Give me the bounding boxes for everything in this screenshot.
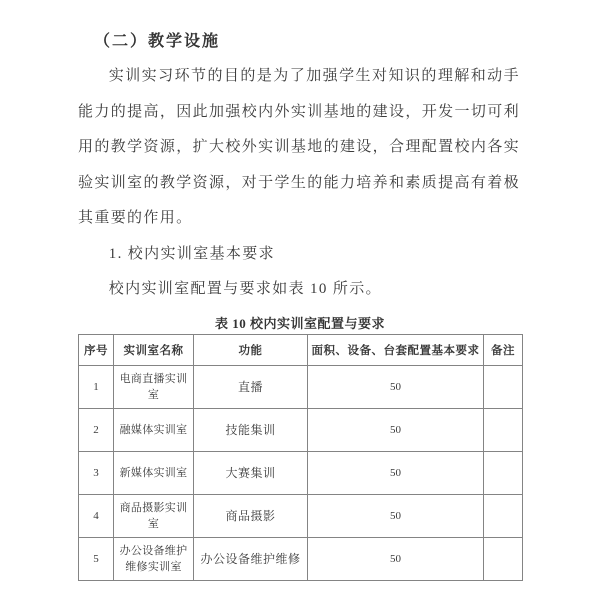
cell-name: 商品摄影实训室 <box>114 494 194 537</box>
cell-function: 直播 <box>194 365 308 408</box>
cell-name: 新媒体实训室 <box>114 451 194 494</box>
cell-note <box>484 537 523 580</box>
cell-name: 电商直播实训室 <box>114 365 194 408</box>
cell-note <box>484 451 523 494</box>
table-row <box>79 365 523 408</box>
cell-requirement: 50 <box>308 365 484 408</box>
cell-no: 3 <box>79 451 114 494</box>
section-heading: （二）教学设施 <box>94 33 221 50</box>
cell-no: 4 <box>79 494 114 537</box>
cell-no: 1 <box>79 365 114 408</box>
cell-no: 5 <box>79 537 114 580</box>
cell-no: 2 <box>79 408 114 451</box>
cell-requirement: 50 <box>308 451 484 494</box>
training-room-table <box>78 334 523 581</box>
header-no: 序号 <box>79 334 114 365</box>
subsection-heading: 1. 校内实训室基本要求 <box>108 245 275 262</box>
header-name: 实训室名称 <box>114 334 194 365</box>
header-function: 功能 <box>194 334 308 365</box>
cell-function: 商品摄影 <box>194 494 308 537</box>
table-row <box>79 494 523 537</box>
cell-function: 办公设备维护维修 <box>194 537 308 580</box>
table-header-row <box>79 334 523 365</box>
cell-note <box>484 408 523 451</box>
cell-requirement: 50 <box>308 408 484 451</box>
header-note: 备注 <box>484 334 523 365</box>
table-row <box>79 537 523 580</box>
table-caption: 表 10 校内实训室配置与要求 <box>214 315 385 331</box>
cell-function: 技能集训 <box>194 408 308 451</box>
cell-note <box>484 494 523 537</box>
table-row <box>79 408 523 451</box>
cell-note <box>484 365 523 408</box>
cell-requirement: 50 <box>308 494 484 537</box>
cell-name: 融媒体实训室 <box>114 408 194 451</box>
table-intro-line: 校内实训室配置与要求如表 10 所示。 <box>108 281 382 297</box>
cell-function: 大赛集训 <box>194 451 308 494</box>
table-row <box>79 451 523 494</box>
header-requirement: 面积、设备、台套配置基本要求 <box>308 334 484 365</box>
intro-paragraph: 实训实习环节的目的是为了加强学生对知识的理解和动手能力的提高，因此加强校内外实训基地的建设，开发一切可利用的教学资源，扩大校外实训基地的建设，合理配置校内各实验实训室的教学资源，对于学生的能力培养和素质提高有着极其重要的作用。 <box>78 68 520 226</box>
cell-requirement: 50 <box>308 537 484 580</box>
cell-name: 办公设备维护维修实训室 <box>114 537 194 580</box>
